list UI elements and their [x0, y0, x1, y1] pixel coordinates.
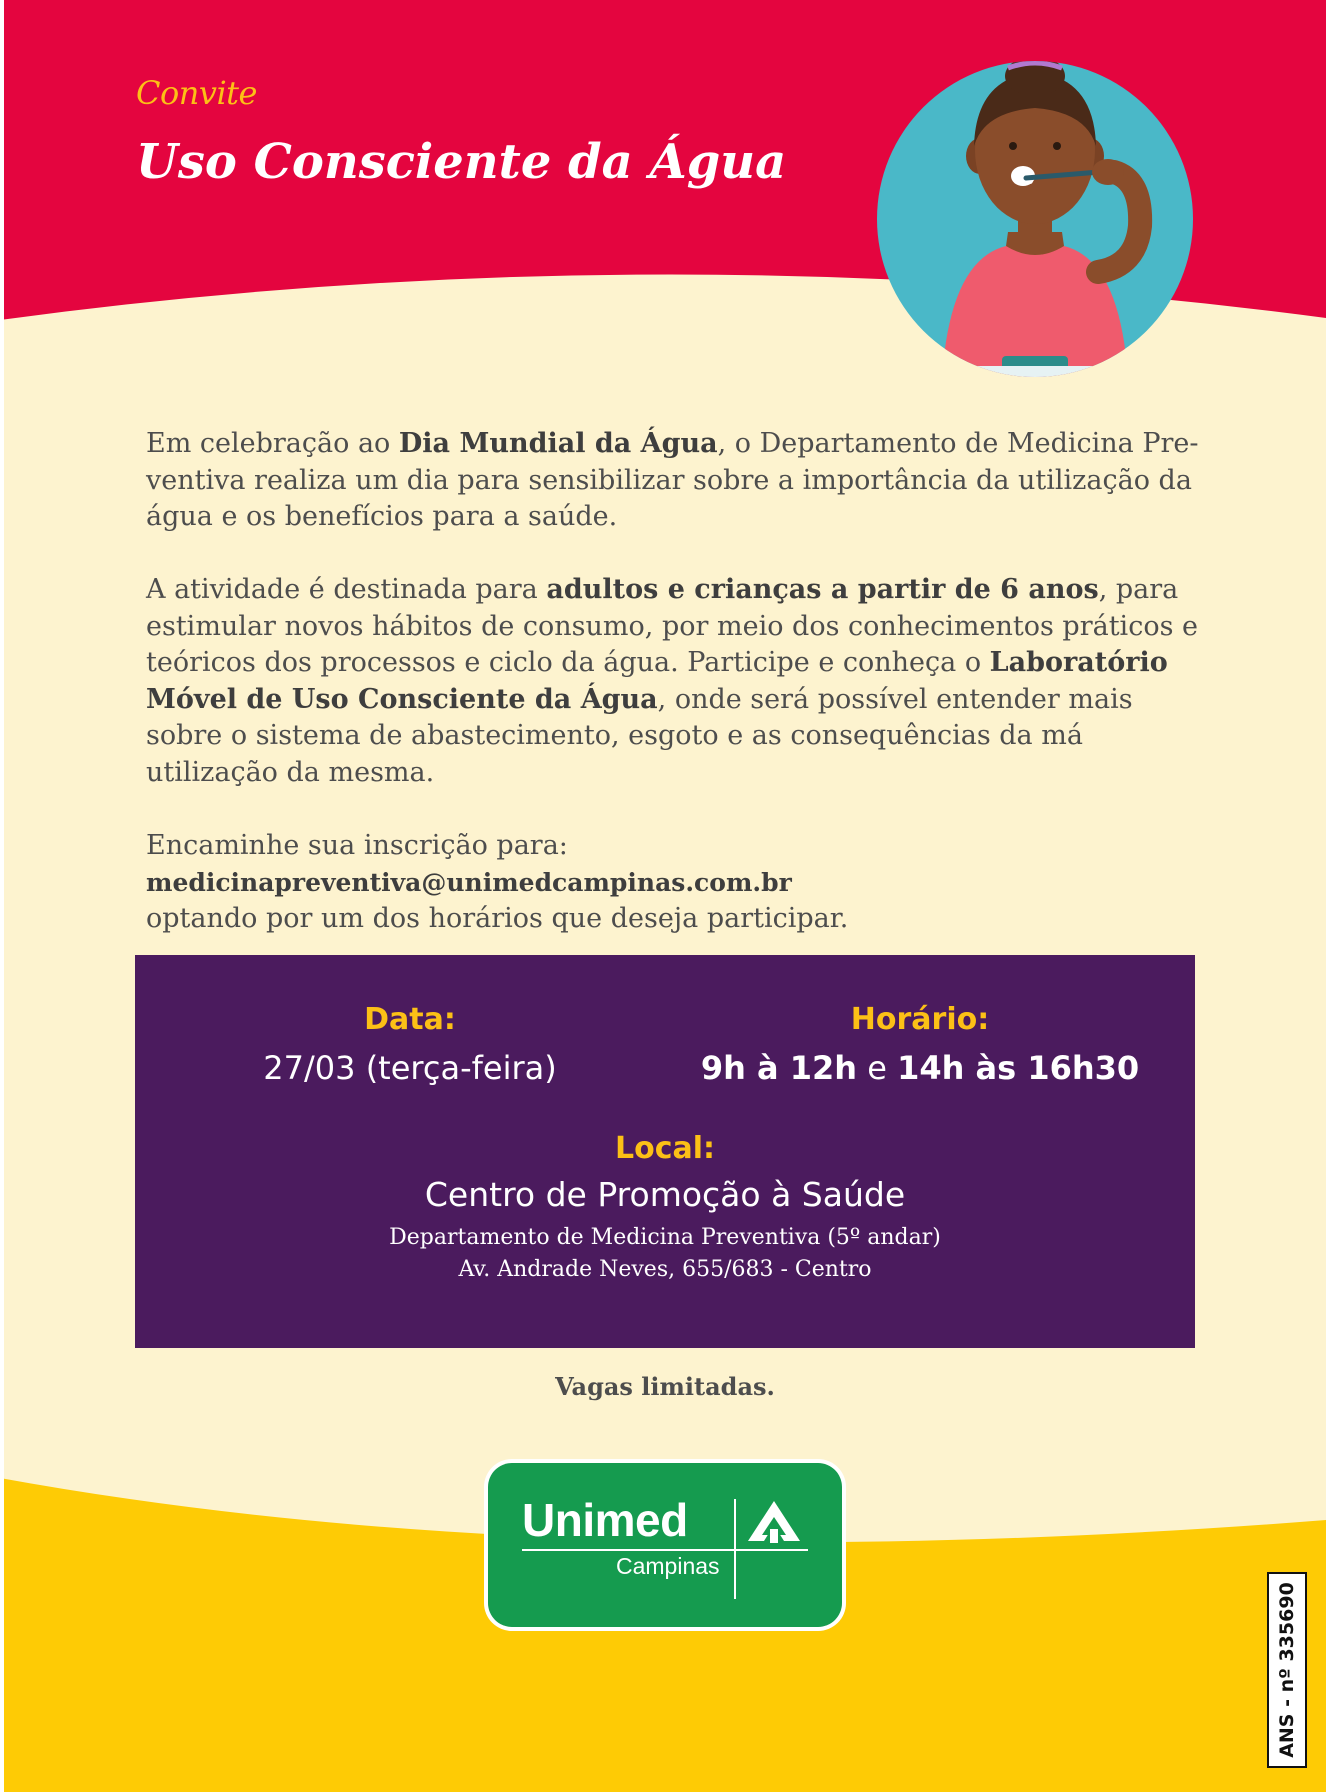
kicker-label: Convite	[136, 74, 257, 112]
logo-divider	[734, 1499, 736, 1599]
date-value: 27/03 (terça-feira)	[263, 1049, 557, 1087]
intro-text: A atividade é destinada para	[146, 574, 547, 605]
time-slot-1: 9h à 12h	[700, 1049, 858, 1087]
ans-registration: ANS - nº 335690	[1276, 1582, 1298, 1758]
left-edge	[0, 0, 4, 1792]
intro-text: , onde será possível entender mais sobre o sistema de abastecimento, esgoto e as consequências da má utilização da mesma.	[146, 683, 1133, 788]
date-label: Data:	[364, 1002, 456, 1037]
unimed-logo	[488, 1463, 842, 1627]
intro-paragraph-3	[146, 828, 1206, 938]
intro-paragraph-2	[146, 572, 1206, 791]
address-line-2: Av. Andrade Neves, 655/683 - Centro	[458, 1257, 872, 1282]
person-brushing-teeth-icon	[876, 60, 1194, 378]
time-slot-2: 14h às 16h30	[897, 1049, 1140, 1087]
limited-spots-note: Vagas limitadas.	[555, 1372, 775, 1401]
intro-text: , para estimular novos hábitos de consumo, por meio dos conhecimentos práticos e teóricos dos processos e ciclo da água. Participe e conheça o	[146, 574, 1198, 678]
location-label: Local:	[614, 1131, 716, 1166]
logo-subtitle: Campinas	[616, 1553, 720, 1579]
intro-text: optando por um dos horários que deseja participar.	[146, 903, 849, 934]
intro-bold: Laboratório Móvel de Uso Consciente da Água	[146, 647, 1168, 715]
event-info-box	[135, 955, 1195, 1348]
intro-paragraph-1	[146, 426, 1206, 536]
unimed-tree-icon	[744, 1499, 804, 1547]
time-separator: e	[857, 1049, 898, 1087]
page-title: Uso Consciente da Água	[136, 134, 787, 190]
intro-text: Encaminhe sua inscrição para:	[146, 830, 568, 861]
time-value	[665, 1049, 1175, 1087]
logo-name: Unimed	[522, 1494, 688, 1546]
intro-bold: adultos e crianças a partir de 6 anos	[546, 574, 1099, 605]
intro-text: , o Departamento de Medicina Pre-ventiva realiza um dia para sensibilizar sobre a importância da utilização da água e os benefícios para a saúde.	[146, 428, 1199, 532]
time-label: Horário:	[850, 1002, 990, 1037]
intro-bold: Dia Mundial da Água	[398, 428, 718, 459]
email-link[interactable]: medicinapreventiva@unimedcampinas.com.br	[146, 867, 792, 897]
intro-text: Em celebração ao	[146, 428, 399, 459]
logo-underline	[522, 1549, 808, 1551]
location-value: Centro de Promoção à Saúde	[424, 1175, 906, 1214]
address-line-1: Departamento de Medicina Preventiva (5º andar)	[389, 1225, 941, 1250]
ans-registration-box	[1267, 1572, 1307, 1768]
